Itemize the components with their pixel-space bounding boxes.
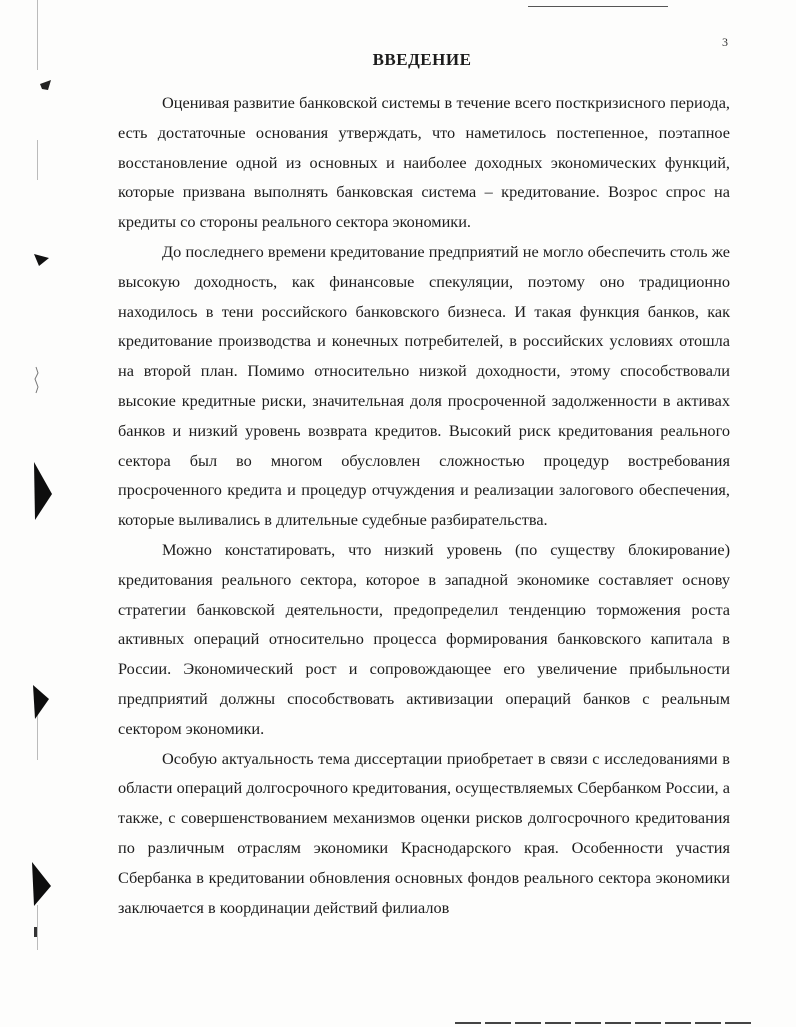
margin-line: [37, 0, 38, 70]
binding-hole-mark: [31, 685, 51, 721]
binding-hole-mark: [33, 250, 51, 268]
body-text: [118, 88, 730, 922]
margin-line: [37, 140, 38, 180]
top-rule: [528, 6, 668, 7]
page-number: 3: [722, 35, 728, 49]
scan-speck: [32, 925, 40, 941]
scan-speck: [32, 365, 42, 395]
bottom-rule: [455, 1022, 755, 1024]
binding-hole-mark: [38, 78, 54, 94]
paragraph-4: Особую актуальность тема диссертации приобретает в связи с исследованиями в области операций долгосрочного кредитования, осуществляемых Сбербанком России, а также, с совершенствованием механизмов оценки рисков долгосрочного кредитования по различным отраслям экономики Краснодарского края. Особенности участия Сбербанка в кредитовании обновления основных фондов реального сектора экономики заключается в координации действий филиалов: [118, 748, 730, 917]
paragraph-1: Оценивая развитие банковской системы в течение всего посткризисного периода, есть достаточные основания утверждать, что наметилось постепенное, поэтапное восстановление одной из основных и наиболее доходных экономических функций, которые призвана выполнять банковская система – кредитование. Возрос спрос на кредиты со стороны реального сектора экономики.: [118, 93, 730, 232]
paragraph-3: Можно констатировать, что низкий уровень (по существу блокирование) кредитования реального сектора, которое в западной экономике составляет основу стратегии банковской деятельности, предопределил тенденцию торможения роста активных операций относительно процесса формирования банковского капитала в России. Экономический рост и сопровождающее его увеличение прибыльности предприятий должны способствовать активизации операций банков с реальным сектором экономики.: [118, 539, 730, 738]
binding-hole-mark: [31, 862, 53, 908]
paragraph-2: До последнего времени кредитование предприятий не могло обеспечить столь же высокую доходность, как финансовые спекуляции, поэтому оно традиционно находилось в тени российского банковского бизнеса. И такая функция банков, как кредитование производства и конечных потребителей, в российских условиях отошла на второй план. Помимо относительно низкой доходности, этому способствовали высокие кредитные риски, значительная доля просроченной задолженности в активах банков и низкий уровень возврата кредитов. Высокий риск кредитования реального сектора был во многом обусловлен сложностью процедур востребования просроченного кредита и процедур отчуждения и реализации залогового обеспечения, которые выливались в длительные судебные разбирательства.: [118, 241, 730, 530]
binding-hole-mark: [33, 462, 53, 522]
page-heading: ВВЕДЕНИЕ: [372, 50, 472, 69]
